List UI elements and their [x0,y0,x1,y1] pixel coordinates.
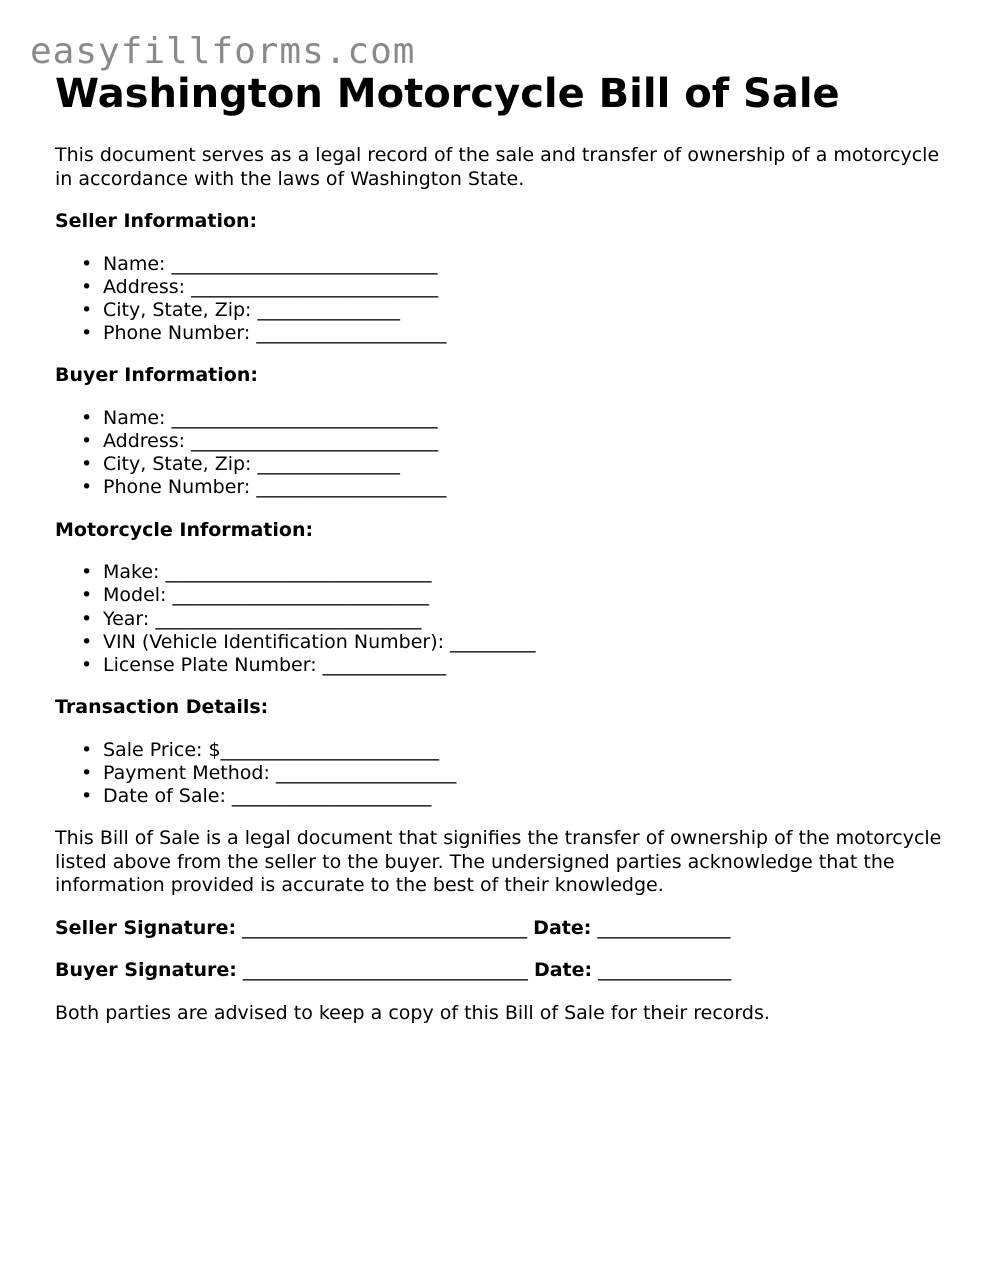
closing-paragraph: This Bill of Sale is a legal document that signifies the transfer of ownership of the motorcycle listed above from the seller to the buyer. The undersigned parties acknowledge that the information provided is accurate to the best of their knowledge. [55,827,942,897]
motorcycle-year-field: • Year: ____________________________ [103,608,955,631]
motorcycle-list [55,561,955,677]
buyer-address-field: • Address: __________________________ [103,430,955,453]
seller-list [55,253,955,346]
seller-address-field: • Address: __________________________ [103,276,955,299]
buyer-signature-label: Buyer Signature: [55,959,237,982]
seller-signature-label: Seller Signature: [55,916,237,939]
footer-note: Both parties are advised to keep a copy of this Bill of Sale for their records. [55,1001,770,1024]
buyer-signature-row [55,959,955,983]
motorcycle-plate-field: • License Plate Number: _____________ [103,654,955,677]
seller-heading: Seller Information: [55,210,258,232]
motorcycle-make-field: • Make: ____________________________ [103,561,955,584]
payment-method-field: • Payment Method: ___________________ [103,762,955,785]
seller-date-line: ______________ [597,916,731,939]
motorcycle-model-field: • Model: ___________________________ [103,584,955,607]
watermark: easyfillforms.com [30,31,416,72]
transaction-list [55,739,955,809]
intro-paragraph: This document serves as a legal record of the sale and transfer of ownership of a motorcycle in accordance with the laws of Washington State. [55,144,940,190]
buyer-city-state-zip-field: • City, State, Zip: _______________ [103,453,955,476]
buyer-name-field: • Name: ____________________________ [103,407,955,430]
document-page [55,68,955,1025]
buyer-phone-field: • Phone Number: ____________________ [103,476,955,499]
buyer-date-label: Date: [533,959,593,982]
seller-signature-row [55,917,955,941]
buyer-signature-line: ______________________________ [242,959,528,982]
transaction-heading: Transaction Details: [55,696,269,719]
motorcycle-vin-field: • VIN (Vehicle Identification Number): _________ [103,631,955,654]
buyer-date-line: ______________ [598,959,732,982]
motorcycle-heading: Motorcycle Information: [55,518,314,541]
seller-phone-field: • Phone Number: ____________________ [103,322,955,345]
buyer-list [55,407,955,500]
page-title: Washington Motorcycle Bill of Sale [55,71,840,117]
seller-signature-line: ______________________________ [242,916,528,939]
date-of-sale-field: • Date of Sale: _____________________ [103,785,955,808]
sale-price-field: • Sale Price: $_______________________ [103,739,955,762]
seller-city-state-zip-field: • City, State, Zip: _______________ [103,299,955,322]
seller-name-field: • Name: ____________________________ [103,253,955,276]
seller-date-label: Date: [533,916,592,939]
buyer-heading: Buyer Information: [55,364,258,387]
